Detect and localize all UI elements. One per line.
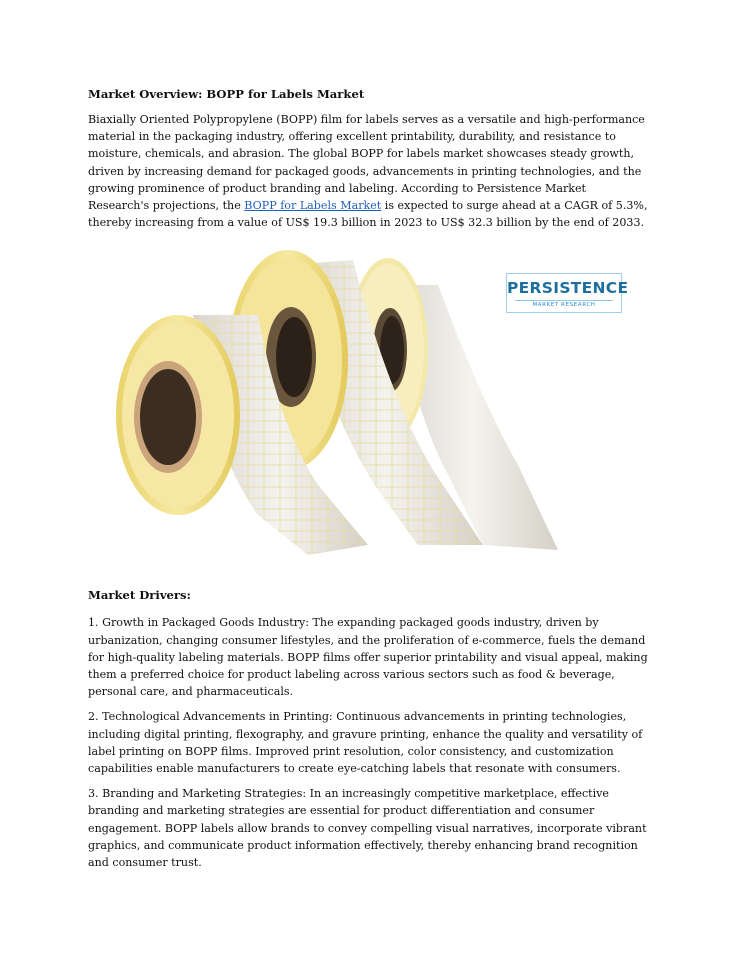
driver-item-3: 3. Branding and Marketing Strategies: In an increasingly competitive marketplace, effective branding and marketing strategies are essential for product differentiation and consumer engagement. BOPP labels allow brands to convey compelling visual narratives, incorporate vibrant graphics, and communicate product information effectively, thereby enhancing brand recognition and consumer trust. <box>88 787 647 870</box>
overview-text-after-link: is expected to surge ahead at a CAGR of 5.3%, thereby increasing from a value of US$ 19.3 billion in 2023 to US$ 32.3 billion by the end of 2033. <box>88 199 648 230</box>
driver-item-2: 2. Technological Advancements in Printing: Continuous advancements in printing technologies, including digital printing, flexography, and gravure printing, enhance the quality and versatility of label printing on BOPP films. Improved print resolution, color consistency, and customization capabilities enable manufacturers to create eye-catching labels that resonate with consumers. <box>88 710 643 776</box>
driver-item-1: 1. Growth in Packaged Goods Industry: The expanding packaged goods industry, driven by urbanization, changing consumer lifestyles, and the proliferation of e-commerce, fuels the demand for high-quality labeling materials. BOPP films offer superior printability and visual appeal, making them a preferred choice for product labeling across various sectors such as food & beverage, personal care, and pharmaceuticals. <box>88 616 648 699</box>
label-rolls-image <box>88 245 648 575</box>
overview-heading: Market Overview: BOPP for Labels Market <box>88 87 365 101</box>
logo-name: PERSISTENCE <box>507 279 629 298</box>
logo-tagline: MARKET RESEARCH <box>515 300 613 308</box>
bopp-market-link[interactable]: BOPP for Labels Market <box>244 199 382 213</box>
content-column <box>88 86 648 879</box>
overview-paragraph <box>88 111 648 231</box>
persistence-logo <box>506 273 629 313</box>
overview-text-before-link: Biaxially Oriented Polypropylene (BOPP) film for labels serves as a versatile and high-performance material in the packaging industry, offering excellent printability, durability, and resistance to moisture, chemicals, and abrasion. The global BOPP for labels market showcases steady growth, driven by increasing demand for packaged goods, advancements in printing technologies, and the growing prominence of product branding and labeling. According to Persistence Market Research's projections, the <box>88 113 645 213</box>
drivers-heading: Market Drivers: <box>88 588 191 603</box>
